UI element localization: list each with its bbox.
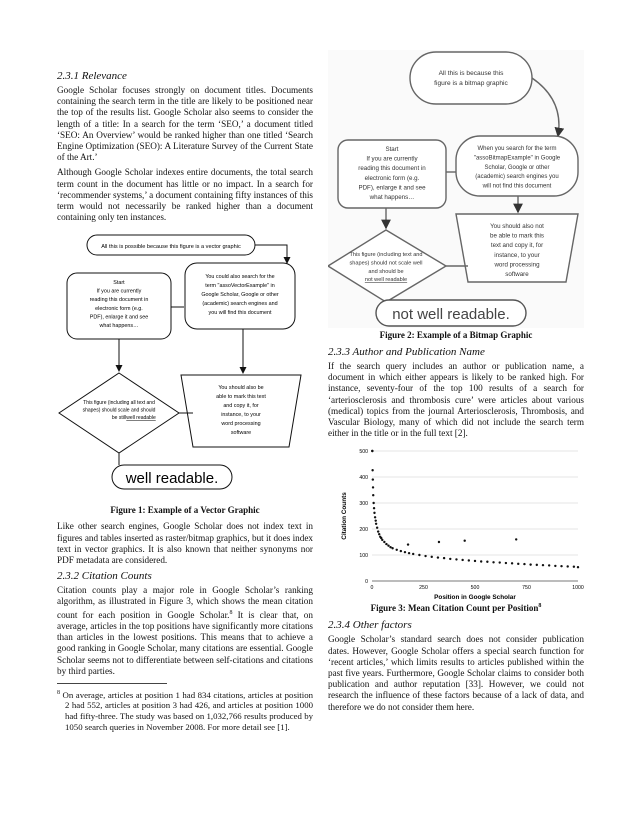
fig1-trap-line: word processing (221, 421, 261, 428)
chart-xtick-label: 0 (370, 585, 374, 592)
chart-data-point (443, 557, 445, 559)
right-column (328, 50, 584, 717)
section-heading-citation-counts: 2.3.2 Citation Counts (57, 570, 152, 583)
fig1-start-line: Start (113, 280, 125, 287)
paragraph-relevance-2: Although Google Scholar indexes entire documents, the total search term count in the document has little or no impact. In a search for ‘recommender systems,’ a document containing fifty instances of this term would not necessarily be ranked higher than a document containing only ten instances. (57, 167, 313, 223)
chart-data-point (468, 560, 470, 562)
chart-data-point (391, 547, 393, 549)
chart-data-point (499, 562, 501, 564)
figure-3-caption-footnote-ref[interactable]: 8 (538, 603, 542, 610)
chart-data-point (560, 565, 562, 567)
fig1-start-line: PDF), enlarge it and see (89, 314, 149, 321)
fig2-search-line: Scholar, Google or other (484, 164, 550, 171)
fig1-search-line: you will find this document (208, 310, 272, 317)
fig2-trap-line: text and copy it, for (490, 242, 544, 250)
section-heading-other-factors: 2.3.4 Other factors (328, 619, 412, 632)
fig1-start-line: If you are currently (96, 289, 142, 296)
paragraph-author-publication: If the search query includes an author or publication name, a document in which either appears is likely to be ranked high. For instance, seventy-four of the top 100 results of a search for ‘arteriosclerosis and thrombosis cure’ were articles about various (medical) topics from the journal Arteriosclerosis, Thrombosis, and Vascular Biology, many of which did not include the search term either in the title or in the full text [2]. (328, 361, 584, 439)
chart-data-point (376, 527, 378, 529)
fig1-trap-line: able to mark this text (216, 394, 266, 401)
fig1-diamond-line: This figure (including all text and (83, 400, 155, 407)
fig1-start-line: reading this document in (89, 297, 149, 304)
figure-3-svg (328, 443, 584, 601)
figure-2-svg (328, 50, 584, 328)
fig2-diamond-link: not well readable (364, 277, 408, 284)
chart-data-point (407, 544, 409, 546)
chart-data-point (542, 564, 544, 566)
chart-data-point (515, 539, 517, 541)
footnote-text: On average, articles at position 1 had 834 citations, articles at position 2 had 552, articles at position 3 had 426, and articles at position 1000 had fifty-three. The study was based on 1,032,766 results produced by 1050 search queries in November 2008. For more detail see [1]. (60, 689, 313, 732)
chart-data-point (486, 561, 488, 563)
fig2-trap-line: software (505, 271, 529, 278)
chart-data-point (455, 559, 457, 561)
chart-xtick-label: 1000 (572, 585, 584, 592)
chart-data-point (511, 563, 513, 565)
chart-data-point (536, 564, 538, 566)
citation-counts-text-2: It is clear that, on average, articles in the top positions have significantly more citations than articles in the lowest positions. This means that to achieve a good ranking in Google Scholar, many citations are essential. Google Scholar seems not to differentiate between self-citations and citations by third parties. (57, 609, 313, 676)
footnote-8 (57, 688, 313, 732)
fig2-big-label: not well readable. (392, 306, 510, 323)
fig1-diamond-line: be still (111, 415, 127, 422)
fig2-top-box (410, 52, 532, 104)
chart-data-point (396, 549, 398, 551)
section-heading-author-publication: 2.3.3 Author and Publication Name (328, 346, 485, 358)
fig2-search-line: (academic) search engines you (475, 174, 559, 181)
chart-data-point (567, 566, 569, 568)
fig2-top-line: figure is a bitmap graphic (434, 80, 508, 87)
chart-data-point (474, 560, 476, 562)
chart-data-point (408, 552, 410, 554)
fig2-trap-line: instance, to your (494, 251, 540, 259)
fig2-start-line: electronic form (e.g. (364, 174, 420, 182)
chart-data-point (517, 563, 519, 565)
figure-1-svg (57, 233, 313, 503)
left-column (57, 70, 313, 732)
chart-data-point (424, 555, 426, 557)
fig1-search-line: Google Scholar, Google or other (201, 292, 279, 299)
chart-data-point (372, 502, 374, 504)
chart-data-point (554, 565, 556, 567)
fig1-trap-line: software (230, 430, 252, 437)
chart-data-point (377, 531, 379, 533)
chart-xlabel: Position in Google Scholar (434, 594, 516, 602)
chart-data-point (523, 563, 525, 565)
chart-data-point (381, 539, 383, 541)
fig1-diamond-link: well readable (126, 415, 156, 422)
chart-data-point (418, 554, 420, 556)
paragraph-relevance-1: Google Scholar focuses strongly on document titles. Documents containing the search term in the title are likely to be positioned near the top of the results list. Google Scholar also seems to consider the length of a title: In a search for the term ‘SEO,’ a document titled ‘SEO: An Overview’ would be ranked higher than one titled ‘Search Engine Optimization (SEO): A Literature Survey of the Current State of the Art.’ (57, 85, 313, 163)
fig1-trap-line: instance, to your (221, 412, 261, 419)
fig1-top-box-label: All this is possible because this figure is a vector graphic (101, 244, 241, 251)
chart-ytick-label: 200 (359, 527, 368, 534)
chart-data-point (375, 523, 377, 525)
chart-xtick-label: 250 (419, 585, 428, 592)
chart-data-point (400, 550, 402, 552)
fig1-start-line: what happens… (99, 323, 139, 330)
chart-data-point (449, 558, 451, 560)
chart-data-point (372, 494, 374, 496)
chart-data-point (373, 507, 375, 509)
chart-data-point (548, 565, 550, 567)
chart-data-point (389, 546, 391, 548)
chart-data-point (385, 543, 387, 545)
chart-data-point (577, 566, 579, 568)
figure-3-caption (328, 603, 584, 613)
chart-data-point (431, 556, 433, 558)
fig1-trap-line: You should also be (218, 385, 264, 392)
fig2-search-line: will not find this document (482, 183, 552, 190)
chart-data-point (371, 469, 373, 471)
chart-xtick-label: 750 (522, 585, 531, 592)
fig2-start-line: reading this document in (358, 165, 426, 173)
chart-data-point (529, 564, 531, 566)
figure-1-caption: Figure 1: Example of a Vector Graphic (110, 505, 260, 516)
fig2-start-line: Start (385, 146, 399, 153)
fig1-search-line: term "assoVectorExample" in (205, 283, 275, 290)
chart-data-point (492, 562, 494, 564)
figure-2-caption: Figure 2: Example of a Bitmap Graphic (379, 330, 533, 340)
chart-data-point (412, 553, 414, 555)
chart-ytick-label: 100 (359, 553, 368, 560)
footnote-rule (57, 683, 167, 684)
footnote-ref-8[interactable]: 8 (229, 609, 233, 616)
chart-data-point (480, 561, 482, 563)
fig1-search-line: You could also search for the (205, 274, 275, 281)
citation-counts-text-1: Citation counts play a major role in Google Scholar’s ranking algorithm, as illustrated in Figure 3, which shows the mean citation count for each position in Google Scholar. (57, 585, 313, 620)
figure-3-caption-text: Figure 3: Mean Citation Count per Position (370, 603, 539, 614)
chart-ytick-label: 400 (359, 475, 368, 482)
chart-ytick-label: 300 (359, 501, 368, 508)
fig2-start-line: PDF), enlarge it and see (358, 184, 426, 192)
fig1-search-line: (academic) search engines and (202, 301, 278, 308)
fig2-search-line: "assoBitmapExample" in Google (473, 155, 561, 162)
chart-data-point (383, 541, 385, 543)
chart-data-point (378, 533, 380, 535)
chart-data-point (461, 559, 463, 561)
figure-2-bitmap-flowchart (328, 50, 584, 328)
chart-data-point (372, 487, 374, 489)
chart-data-point (372, 479, 374, 481)
chart-data-point (464, 540, 466, 542)
chart-data-point (404, 551, 406, 553)
figure-3-chart (328, 443, 584, 601)
fig2-trap-line: You should also not (490, 223, 544, 230)
fig2-diamond-line: This figure (including text and (349, 252, 423, 258)
paragraph-vector-indexing: Like other search engines, Google Scholar does not index text in figures and tables inserted as raster/bitmap graphics, but it does index text in vector graphics. It is also known that neither synonyms nor PDF metadata are considered. (57, 521, 313, 566)
fig1-big-label: well readable. (125, 470, 219, 488)
chart-data-point (505, 562, 507, 564)
fig2-start-line: If you are currently (366, 155, 418, 163)
footnote-mark: 8 (57, 689, 60, 696)
chart-ylabel: Citation Counts (341, 492, 348, 541)
chart-ytick-label: 0 (365, 579, 368, 586)
fig1-trap-line: and copy it, for (223, 403, 259, 410)
fig2-top-line: All this is because this (438, 70, 504, 77)
chart-data-point (374, 517, 376, 519)
chart-data-point (371, 450, 373, 452)
chart-data-point (438, 541, 440, 543)
chart-data-point (437, 557, 439, 559)
chart-data-point (387, 545, 389, 547)
fig2-diamond-line: and should be (368, 268, 404, 275)
fig1-start-line: electronic form (e.g. (95, 306, 143, 313)
paragraph-citation-counts (57, 585, 313, 677)
fig2-diamond-line: shapes) should not scale well (349, 260, 423, 267)
chart-data-point (573, 566, 575, 568)
paragraph-other-factors: Google Scholar’s standard search does not consider publication dates. However, Google Scholar offers a special search function for ‘recent articles,’ which limits results to articles published within the past five years. Furthermore, Google Scholar claims to consider both publication and author reputation [33]. However, we could not research the influence of these factors because of a lack of data, and therefore we do not consider them here. (328, 634, 584, 712)
section-heading-relevance: 2.3.1 Relevance (57, 70, 127, 82)
figure-1-vector-flowchart (57, 233, 313, 503)
fig2-trap-line: word processing (494, 261, 540, 269)
fig2-search-line: When you search for the term (477, 146, 557, 152)
chart-xtick-label: 500 (470, 585, 480, 592)
fig2-start-line: what happens… (369, 194, 415, 201)
chart-ytick-label: 500 (359, 449, 368, 456)
chart-data-point (375, 520, 377, 522)
fig1-diamond-line: shapes) should scale and should (82, 408, 156, 415)
fig2-trap-line: be able to mark this (490, 232, 544, 240)
chart-data-point (373, 512, 375, 514)
